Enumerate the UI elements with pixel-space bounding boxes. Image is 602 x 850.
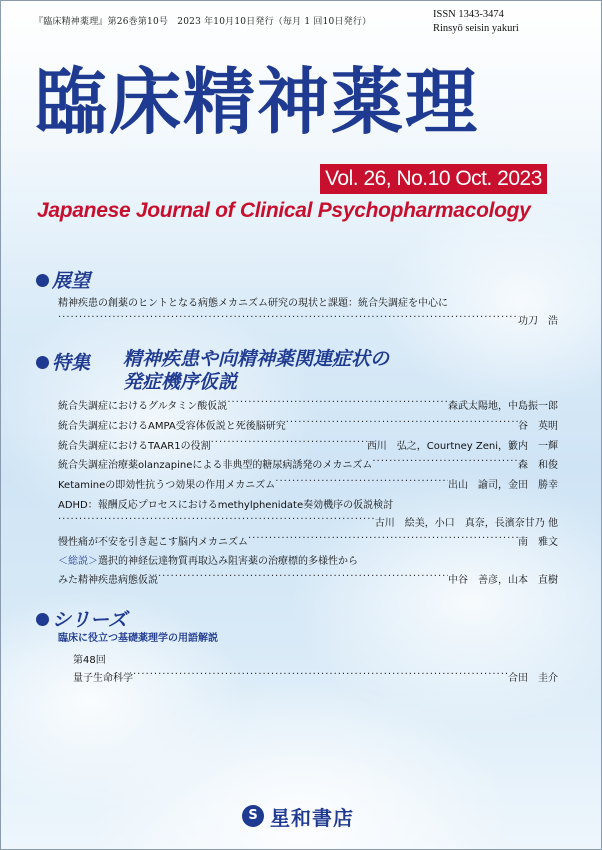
section-tenbo-heading [36,266,90,293]
publisher-name: 星和書店 [270,805,354,830]
review-title-line1: 選択的神経伝達物質再取込み阻害薬の治療標的多様性から [98,556,358,567]
bullet-icon [36,613,49,626]
author: 功刀 浩 [518,316,558,327]
romaji-title: Rinsyō seisin yakuri [433,23,519,34]
dot-leader [227,397,448,412]
feature-article-3 [58,437,558,452]
review-label: ＜総説＞ [58,556,98,567]
article-authors: 出山 諭司，金田 勝幸 [448,480,558,491]
article-authors: 合田 圭介 [508,673,558,684]
article-title: 統合失調症治療薬olanzapineによる非典型的糖尿病誘発のメカニズム [58,460,373,471]
feature-title-line2: 発症機序仮説 [123,371,238,393]
article-authors: 森 和俊 [518,460,558,471]
article-authors: 西川 弘之，Courtney Zeni，籔内 一輝 [366,441,558,452]
article-title: 慢性痛が不安を引き起こす脳内メカニズム [58,537,248,548]
feature-article-5 [58,476,558,491]
article-authors: 南 雅文 [518,537,558,548]
series-episode: 第48回 [73,655,106,666]
dot-leader [58,312,518,327]
tenbo-article-title: 精神疾患の創薬のヒントとなる病態メカニズム研究の現状と課題：統合失調症を中心に [58,298,448,309]
article-title: 統合失調症におけるTAAR1の役割 [58,441,211,452]
article-title: Ketamineの即効性抗うつ効果の作用メカニズム [58,480,276,491]
article-title: 統合失調症におけるAMPA受容体仮説と死後脳研究 [58,421,286,432]
feature-article-2 [58,417,558,432]
review-article-author-line [58,571,558,586]
dot-leader [248,533,518,548]
review-title-line2: みた精神疾患病態仮説 [58,575,158,586]
dot-leader [286,417,518,432]
article-title: 統合失調症におけるグルタミン酸仮説 [58,401,228,412]
series-name: 臨床に役立つ基礎薬理学の用語解説 [58,633,218,644]
feature-title-line1: 精神疾患や向精神薬関連症状の [123,348,390,370]
bullet-icon [36,274,49,287]
section-label: 特集 [52,352,91,374]
tenbo-article-author-line [58,312,558,327]
article-authors: 中谷 善彦，山本 直樹 [448,575,558,586]
dot-leader [211,437,367,452]
section-label: 展望 [52,270,91,292]
dot-leader [58,514,375,529]
article-title: 量子生命科学 [73,673,133,684]
section-tokushu-heading [36,348,90,375]
adhd-article-author-line [58,514,558,529]
adhd-article-title: ADHD：報酬反応プロセスにおけるmethylphenidate奏効機序の仮説検討 [58,500,394,511]
section-label: シリーズ [52,609,128,631]
pain-article [58,533,558,548]
issue-note: 『臨床精神薬理』第26巻第10号 2023 年10月10日発行（毎月 1 回10日発行） [34,17,372,27]
publisher [242,803,354,829]
issn-number: ISSN 1343-3474 [433,9,504,20]
journal-title: 臨床精神薬理 [35,60,480,144]
article-authors: 森武太陽地，中島振一郎 [448,401,558,412]
dot-leader [133,669,508,684]
issn-block [433,8,519,36]
feature-article-4 [58,456,558,471]
dot-leader [158,571,448,586]
volume-badge: Vol. 26, No.10 Oct. 2023 [320,164,547,194]
publisher-logo-icon: S [242,805,264,827]
feature-article-1 [58,397,558,412]
article-authors: 古川 絵美，小口 真奈，長濱奈甘乃 他 [374,518,558,529]
article-authors: 谷 英明 [518,421,558,432]
review-article-title [58,552,358,567]
bullet-icon [36,356,49,369]
dot-leader [372,456,518,471]
series-article [73,669,558,684]
english-title: Japanese Journal of Clinical Psychopharmacology [37,199,531,222]
dot-leader [275,476,448,491]
section-series-heading [36,605,127,632]
